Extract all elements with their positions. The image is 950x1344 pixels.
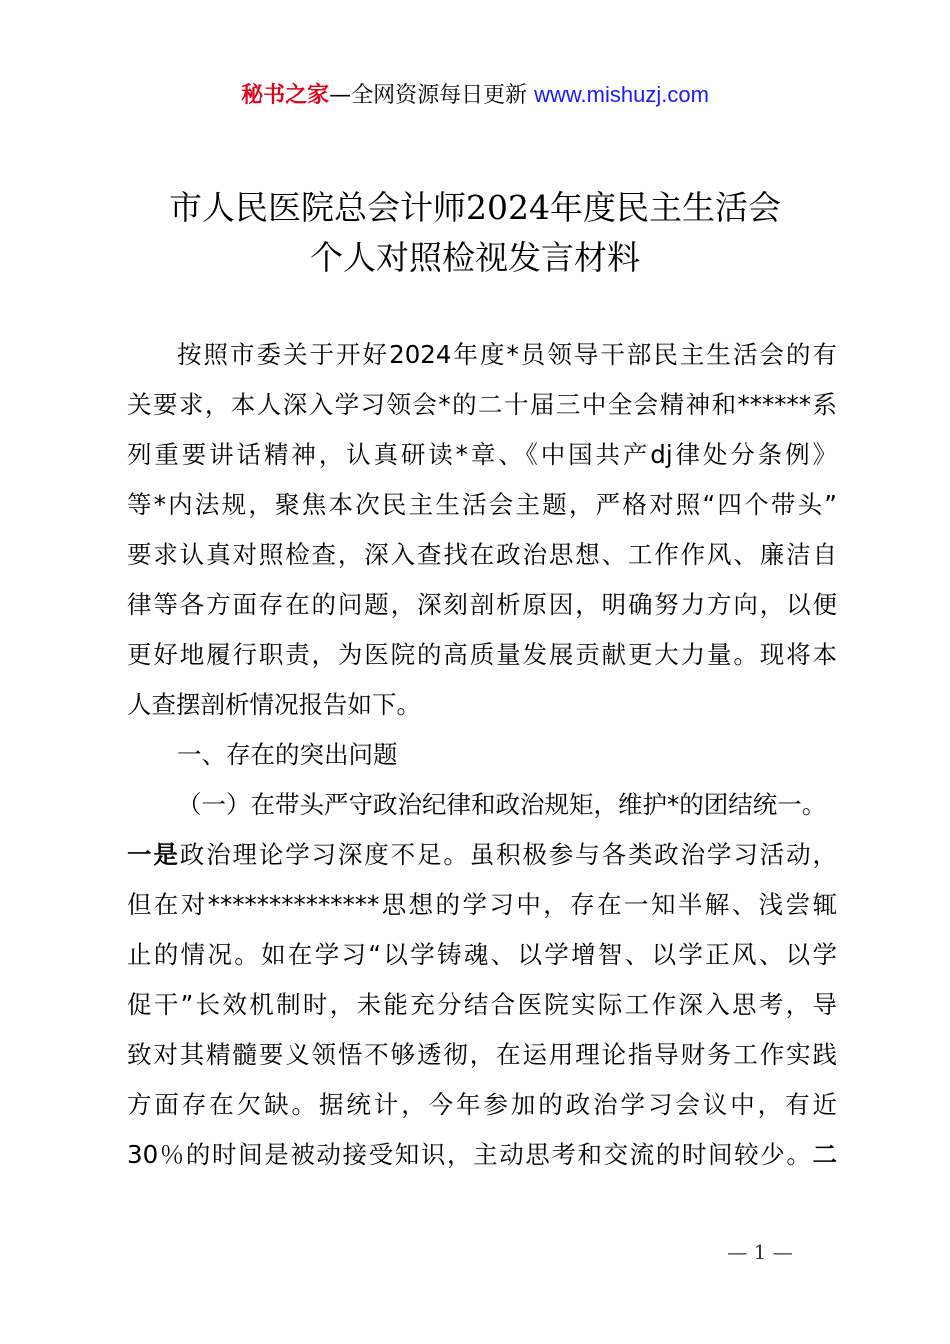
body-line — [127, 830, 837, 880]
site-banner — [0, 80, 950, 111]
body-line: 律等各方面存在的问题，深刻剖析原因，明确努力方向，以便 — [127, 590, 837, 619]
document-body — [127, 330, 837, 1180]
body-line: 方面存在欠缺。据统计，今年参加的政治学习会议中，有近 — [127, 1090, 837, 1119]
document-title-line-2: 个人对照检视发言材料 — [310, 238, 640, 277]
body-line: 要求认真对照检查，深入查找在政治思想、工作作风、廉洁自 — [127, 540, 837, 569]
site-url-link[interactable]: www.mishuzj.com — [534, 82, 709, 107]
body-line: 人查摆剖析情况报告如下。 — [127, 690, 421, 719]
body-line — [127, 1130, 837, 1180]
body-line: 止的情况。如在学习“以学铸魂、以学增智、以学正风、以学 — [127, 940, 837, 969]
body-line-text: 政治理论学习深度不足。虽积极参与各类政治学习活动， — [179, 840, 838, 869]
body-line-text: 30％的时间是被动接受知识，主动思考和交流的时间较少。 — [127, 1140, 813, 1169]
point-marker: 二 — [812, 1140, 837, 1169]
body-line: 等*内法规，聚焦本次民主生活会主题，严格对照“四个带头” — [127, 490, 837, 519]
subsection-heading: （一）在带头严守政治纪律和政治规矩，维护*的团结统一。 — [177, 790, 827, 819]
page-number: — 1 — — [727, 1240, 793, 1264]
body-line: 更好地履行职责，为医院的高质量发展贡献更大力量。现将本 — [127, 640, 837, 669]
body-line: 但在对**************思想的学习中，存在一知半解、浅尝辄 — [127, 890, 837, 919]
point-marker: 一是 — [127, 840, 180, 869]
body-line: 列重要讲话精神，认真研读*章、《中国共产dj律处分条例》 — [127, 440, 837, 469]
document-title-line-1: 市人民医院总会计师2024年度民主生活会 — [169, 188, 781, 227]
body-line: 致对其精髓要义领悟不够透彻，在运用理论指导财务工作实践 — [127, 1040, 837, 1069]
section-heading: 一、存在的突出问题 — [177, 740, 398, 769]
body-line: 按照市委关于开好2024年度*员领导干部民主生活会的有 — [177, 340, 837, 369]
site-slogan: —全网资源每日更新 — [329, 83, 535, 108]
body-line: 关要求，本人深入学习领会*的二十届三中全会精神和******系 — [127, 390, 837, 419]
site-brand: 秘书之家 — [241, 83, 330, 108]
body-line: 促干”长效机制时，未能充分结合医院实际工作深入思考，导 — [127, 990, 837, 1019]
